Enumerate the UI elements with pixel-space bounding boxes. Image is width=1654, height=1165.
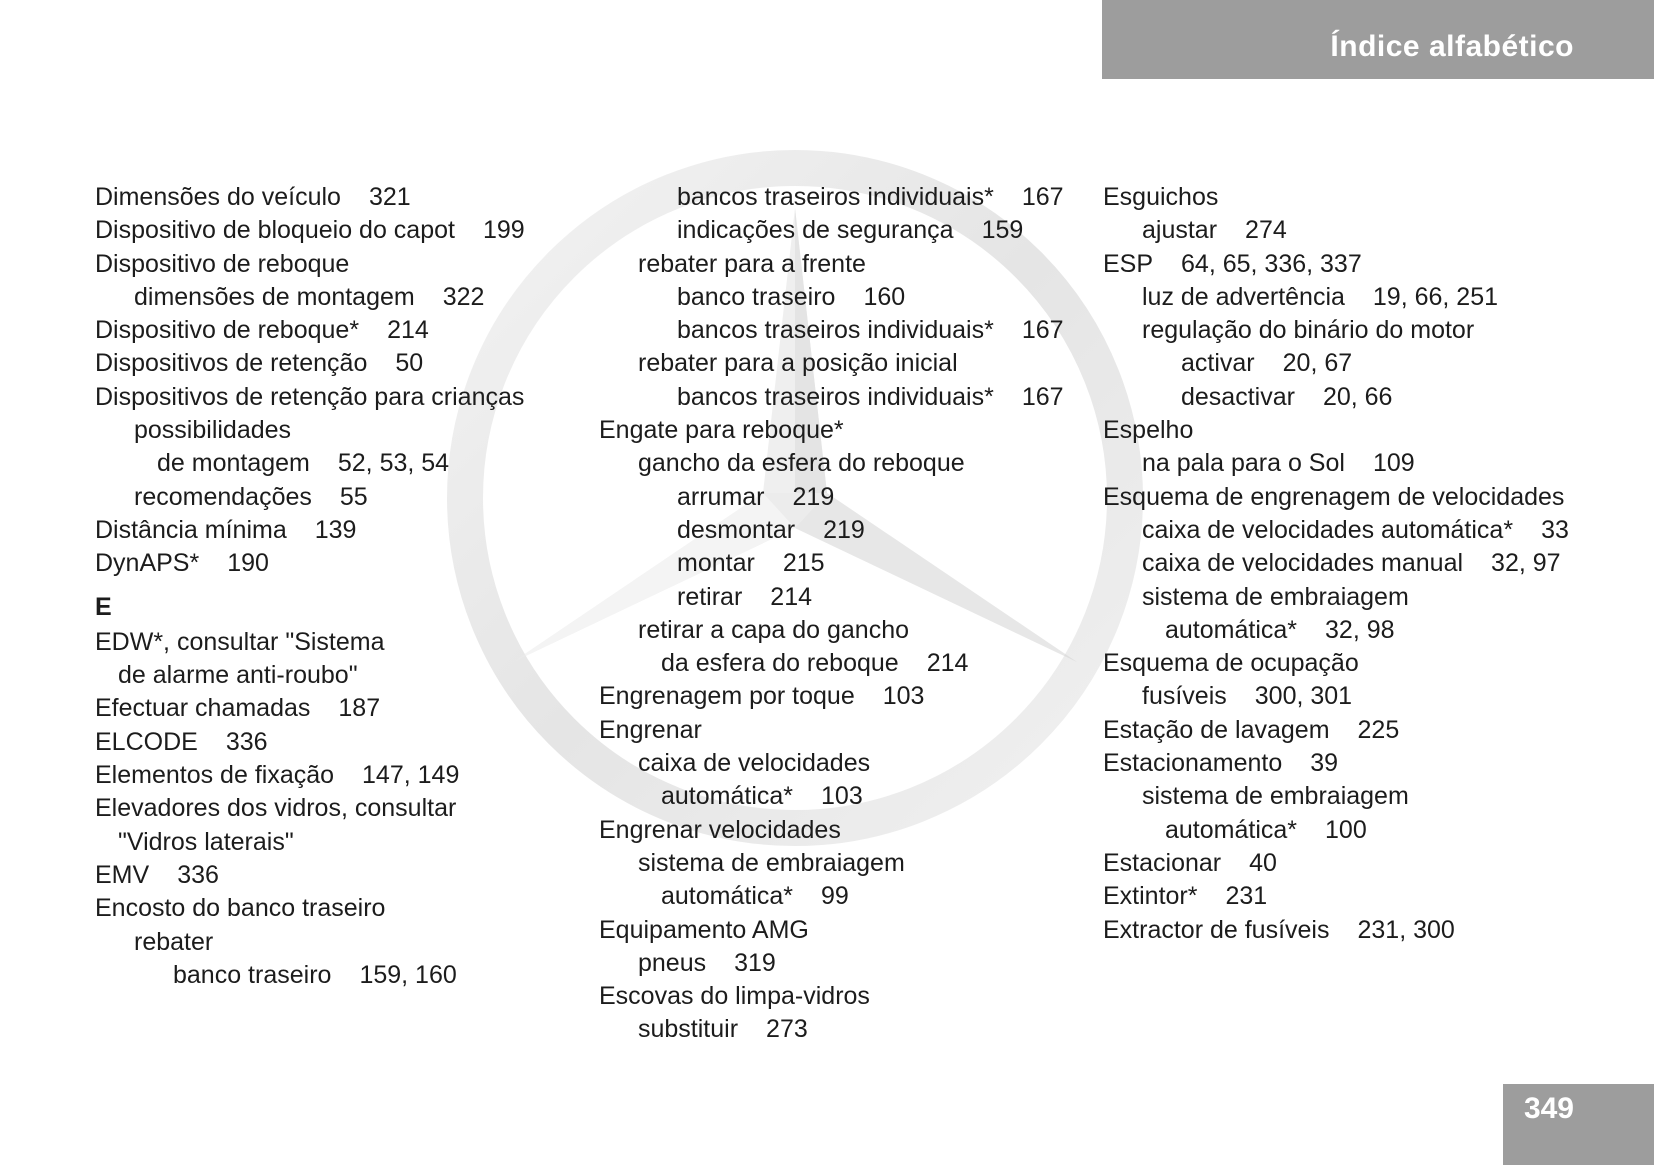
index-entry [1103,914,1623,947]
index-term: de montagem [157,449,310,478]
index-entry [599,1013,1089,1046]
index-entry [1103,314,1623,347]
index-entry [599,747,1089,780]
index-term: pneus [638,948,707,977]
index-term: ESP [1103,249,1154,278]
index-term: EDW*, consultar "Sistema [95,627,385,656]
index-page-refs: 160 [863,282,906,311]
index-term: caixa de velocidades automática* [1142,515,1514,544]
index-term: Dimensões do veículo [95,183,341,211]
index-page-refs: 159, 160 [359,960,457,989]
index-page-refs: 20, 66 [1322,382,1393,411]
index-term: Efectuar chamadas [95,694,311,723]
index-entry [95,281,585,314]
index-page-refs: 336 [177,860,219,889]
index-entry [1103,214,1623,247]
index-term: montar [677,549,755,578]
index-entry [95,381,585,414]
index-term: Dispositivo de reboque [95,249,350,278]
index-term: rebater para a frente [638,249,866,278]
index-entry [95,792,585,825]
index-term: Escovas do limpa-vidros [599,982,870,1011]
index-term: regulação do binário do motor [1142,316,1475,345]
index-entry [1103,514,1623,547]
index-page-refs: 52, 53, 54 [337,449,450,478]
index-term: Engrenar velocidades [599,815,841,844]
index-entry [599,947,1089,980]
index-entry [95,892,585,925]
index-page-refs: 147, 149 [362,761,460,790]
index-term: Extintor* [1103,882,1198,911]
index-page-refs: 274 [1245,216,1287,245]
index-entry [599,547,1089,580]
index-term: gancho da esfera do reboque [638,449,965,478]
index-term: sistema de embraiagem [1142,782,1409,811]
index-term: desmontar [677,515,796,544]
index-page-refs: 190 [227,549,269,578]
index-term: Dispositivos de retenção para crianças [95,382,525,411]
index-entry [599,514,1089,547]
index-page-refs: 319 [734,948,776,977]
index-entry [1103,647,1623,680]
index-term: rebater [134,927,214,956]
index-entry [1103,747,1623,780]
index-entry [599,714,1089,747]
index-page-refs: 336 [225,727,268,756]
index-term: Engrenar [599,715,702,744]
page-title: Índice alfabético [1330,29,1574,63]
index-entry [599,214,1089,247]
index-term: automática* [1165,615,1298,644]
index-page-refs: 214 [770,582,813,611]
page-number: 349 [1523,1092,1574,1125]
index-term: Estacionamento [1103,749,1283,778]
index-page-refs: 214 [387,316,429,345]
index-entry [95,759,585,792]
index-term: retirar a capa do gancho [638,615,910,644]
index-entry [599,447,1089,480]
index-page-refs: 64, 65, 336, 337 [1181,249,1362,278]
index-term: Dispositivos de retenção [95,349,368,378]
index-term: possibilidades [134,416,292,445]
index-page-refs: 32, 98 [1325,615,1395,644]
index-page-refs: 33 [1541,515,1569,544]
index-entry [1103,447,1623,480]
index-term: caixa de velocidades manual [1142,549,1464,578]
index-entry [95,181,585,214]
index-entry [95,481,585,514]
index-page-refs: 159 [981,216,1024,245]
index-entry [95,659,585,692]
index-entry [599,847,1089,880]
index-page-refs: 109 [1372,449,1415,478]
index-term: Esguichos [1103,183,1219,211]
index-entry [95,926,585,959]
index-term: Distância mínima [95,515,287,544]
index-term: banco traseiro [173,960,332,989]
index-term: desactivar [1181,382,1295,411]
index-term: banco traseiro [677,282,836,311]
index-entry [95,514,585,547]
index-page-refs: 139 [314,515,357,544]
index-term: bancos traseiros individuais* [677,382,994,411]
index-entry [599,314,1089,347]
index-term: automática* [661,782,794,811]
index-term: na pala para o Sol [1142,449,1345,478]
index-column-3 [1103,181,1623,947]
index-entry [95,547,585,580]
index-term: substituir [638,1015,739,1044]
index-term: Dispositivo de reboque* [95,316,360,345]
index-entry [599,914,1089,947]
index-entry [1103,680,1623,713]
index-entry [1103,714,1623,747]
index-entry [95,626,585,659]
index-page-refs: 231, 300 [1357,915,1455,944]
index-entry [599,880,1089,913]
index-entry [1103,347,1623,380]
index-term: ELCODE [95,727,198,756]
index-page-refs: 215 [782,549,825,578]
index-entry [95,414,585,447]
index-entry [599,181,1089,214]
index-term: Encosto do banco traseiro [95,894,386,923]
index-term: Elevadores dos vidros, consultar [95,794,457,823]
index-term: indicações de segurança [677,216,954,245]
index-page-refs: 39 [1310,749,1339,778]
index-column-2 [599,181,1089,1047]
index-term: da esfera do reboque [661,649,899,678]
index-entry [1103,381,1623,414]
index-term: bancos traseiros individuais* [677,316,994,345]
index-term: caixa de velocidades [638,749,871,778]
index-page-refs: 321 [368,183,411,211]
index-entry [95,314,585,347]
index-term: "Vidros laterais" [118,827,294,856]
index-entry [599,780,1089,813]
index-page-refs: 50 [395,349,424,378]
index-term: DynAPS* [95,549,200,578]
index-entry [599,248,1089,281]
index-entry [1103,780,1623,813]
index-entry [599,680,1089,713]
index-entry [599,581,1089,614]
index-term: Estação de lavagem [1103,715,1330,744]
index-term: Engate para reboque* [599,416,844,445]
index-term: automática* [1165,815,1298,844]
index-entry [95,692,585,725]
index-page-refs: 199 [482,216,525,245]
index-entry [599,414,1089,447]
index-page-refs: 99 [821,882,849,911]
index-entry [1103,281,1623,314]
index-entry [1103,414,1623,447]
index-term: activar [1181,349,1255,378]
index-term: EMV [95,860,150,889]
index-term: sistema de embraiagem [1142,582,1409,611]
index-entry [599,814,1089,847]
index-term: Dispositivo de bloqueio do capot [95,216,455,245]
index-term: bancos traseiros individuais* [677,183,994,211]
index-term: Estacionar [1103,848,1222,877]
index-page-refs: 100 [1325,815,1367,844]
index-entry [95,214,585,247]
index-entry [1103,847,1623,880]
index-term: luz de advertência [1142,282,1345,311]
header-bar [1102,0,1654,79]
index-term: Extractor de fusíveis [1103,915,1330,944]
index-term: de alarme anti-roubo" [118,661,358,690]
index-page-refs: 167 [1021,316,1064,345]
index-page-refs: 103 [882,682,925,711]
index-term: Esquema de ocupação [1103,649,1359,678]
index-entry [599,381,1089,414]
index-page-refs: 225 [1357,715,1400,744]
index-entry [95,959,585,992]
index-column-1 [95,181,585,992]
page-number-box [1503,1084,1654,1165]
index-entry [95,859,585,892]
index-page-refs: 273 [766,1015,808,1044]
index-term: Esquema de engrenagem de velocidades [1103,482,1565,511]
index-page-refs: 231 [1225,882,1268,911]
index-term: rebater para a posição inicial [638,349,958,378]
index-page-refs: 19, 66, 251 [1372,282,1499,311]
index-entry [95,826,585,859]
index-term: fusíveis [1142,682,1227,711]
index-term: Espelho [1103,416,1194,445]
index-page-refs: 55 [339,482,368,511]
section-letter: E [95,592,112,621]
index-term: retirar [677,582,743,611]
index-entry [599,980,1089,1013]
index-entry [1103,181,1623,214]
index-page-refs: 32, 97 [1491,549,1561,578]
index-entry [1103,814,1623,847]
index-entry [599,347,1089,380]
index-entry [599,647,1089,680]
index-entry [95,248,585,281]
index-entry [1103,547,1623,580]
index-page-refs: 300, 301 [1254,682,1353,711]
index-page-refs: 167 [1021,382,1064,411]
index-entry [1103,581,1623,614]
index-page-refs: 219 [792,482,835,511]
index-entry [599,614,1089,647]
index-entry [95,347,585,380]
index-entry [95,447,585,480]
index-entry [599,281,1089,314]
index-term: recomendações [134,482,312,511]
index-page-refs: 322 [442,282,485,311]
index-term: Elementos de fixação [95,761,335,790]
index-page-refs: 219 [823,515,865,544]
index-page-refs: 20, 67 [1282,349,1353,378]
index-term: automática* [661,882,794,911]
index-entry [1103,248,1623,281]
index-term: Equipamento AMG [599,915,809,944]
index-term: dimensões de montagem [134,282,415,311]
index-entry [1103,614,1623,647]
index-page-refs: 187 [338,694,381,723]
index-term: ajustar [1142,216,1218,245]
index-entry [599,481,1089,514]
index-page-refs: 167 [1021,183,1064,211]
index-entry [1103,880,1623,913]
index-page-refs: 214 [926,649,969,678]
index-page-refs: 40 [1249,848,1277,877]
index-term: sistema de embraiagem [638,848,905,877]
index-entry [1103,481,1623,514]
index-term: arrumar [677,482,765,511]
index-term: Engrenagem por toque [599,682,855,711]
index-page-refs: 103 [821,782,863,811]
index-entry [95,726,585,759]
